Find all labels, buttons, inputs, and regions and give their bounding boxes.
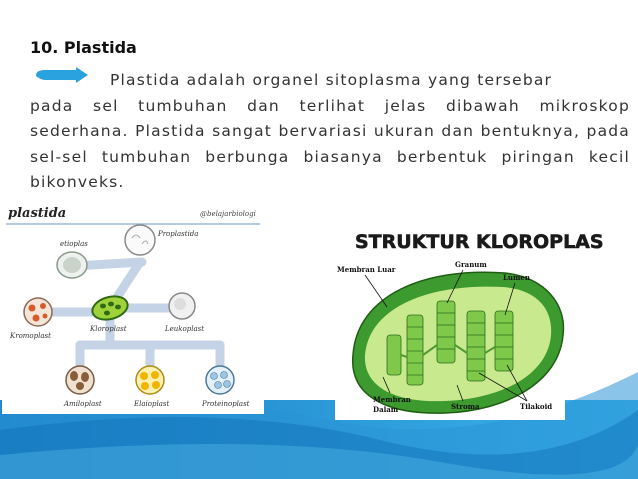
- label-proteinoplast: Proteinoplast: [202, 400, 250, 408]
- paragraph-line-1: Plastida adalah organel sitoplasma yang tersebar: [110, 71, 553, 89]
- label-proplastida: Proplastida: [158, 230, 199, 238]
- etioplas-cell: [57, 252, 87, 278]
- label-etioplas: etioplas: [60, 240, 88, 248]
- plastida-figure: [2, 200, 264, 414]
- plastida-credit: @belajarbiologi: [200, 210, 256, 218]
- kloroplas-diagram: [335, 215, 604, 420]
- proteinoplast-cell: [206, 366, 234, 394]
- slide-paragraph: [30, 68, 630, 196]
- paragraph-rest: pada sel tumbuhan dan terlihat jelas dibawah mikroskop sederhana. Plastida sangat bervariasi ukuran dan bentuknya, pada sel-sel tumbuhan berbunga biasanya berbentuk piringan kecil bikonveks.: [30, 96, 630, 191]
- kromoplast-cell: [24, 298, 52, 326]
- leukoplast-cell: [169, 293, 195, 319]
- label-stroma: Stroma: [451, 402, 480, 411]
- label-granum: Granum: [455, 260, 487, 269]
- chloroplast-body: [353, 272, 564, 413]
- plastida-diagram: [2, 200, 264, 414]
- label-amiloplast: Amiloplast: [64, 400, 102, 408]
- label-membran-luar: Membran Luar: [337, 265, 396, 274]
- kloroplas-figure: [335, 215, 604, 420]
- slide-title: 10. Plastida: [30, 38, 137, 57]
- label-membran-dalam-2: Dalam: [373, 405, 399, 414]
- label-kloroplast: Kloroplast: [90, 325, 127, 333]
- connector-lines: [40, 262, 220, 375]
- kloroplast-cell: [90, 293, 130, 324]
- label-lumen: Lumen: [503, 273, 530, 282]
- plastida-heading: plastida: [8, 206, 67, 221]
- label-leukoplast: Leukoplast: [165, 325, 205, 333]
- label-elaioplast: Elaioplast: [134, 400, 170, 408]
- kloroplas-heading: STRUKTUR KLOROPLAS: [355, 231, 604, 253]
- label-membran-dalam-1: Membran: [373, 395, 411, 404]
- label-kromoplast: Kromoplast: [10, 332, 51, 340]
- proplastida-cell: [125, 225, 155, 255]
- label-tilakoid: Tilakoid: [520, 402, 553, 411]
- elaioplast-cell: [136, 366, 164, 394]
- amiloplast-cell: [66, 366, 94, 394]
